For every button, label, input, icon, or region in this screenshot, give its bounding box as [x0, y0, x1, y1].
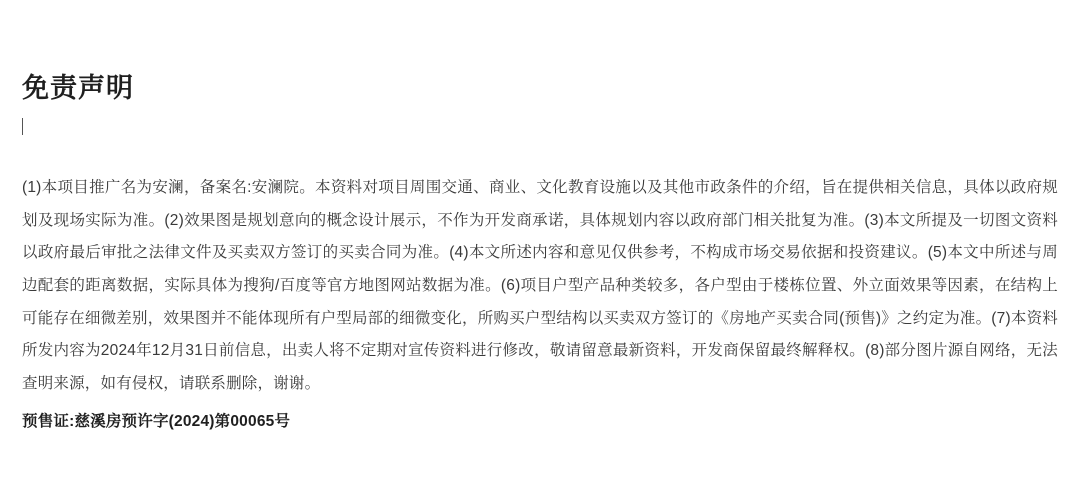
text-cursor-line — [22, 104, 1058, 140]
disclaimer-content — [22, 0, 1058, 439]
disclaimer-body-text: (1)本项目推广名为安澜，备案名:安澜院。本资料对项目周围交通、商业、文化教育设施以及其他市政条件的介绍，旨在提供相关信息，具体以政府规划及现场实际为准。(2)效果图是规划意向的概念设计展示，不作为开发商承诺，具体规划内容以政府部门相关批复为准。(3)本文所提及一切图文资料以政府最后审批之法律文件及买卖双方签订的买卖合同为准。(4)本文所述内容和意见仅供参考，不构成市场交易依据和投资建议。(5)本文中所述与周边配套的距离数据，实际具体为搜狗/百度等官方地图网站数据为准。(6)项目户型产品种类较多，各户型由于楼栋位置、外立面效果等因素，在结构上可能存在细微差别，效果图并不能体现所有户型局部的细微变化，所购买户型结构以买卖双方签订的《房地产买卖合同(预售)》之约定为准。(7)本资料所发内容为2024年12月31日前信息，出卖人将不定期对宣传资料进行修改，敬请留意最新资料，开发商保留最终解释权。(8)部分图片源自网络，无法查明来源，如有侵权，请联系删除，谢谢。 — [22, 179, 1058, 392]
page-title: 免责声明 — [22, 73, 134, 103]
text-caret — [22, 118, 23, 135]
presale-permit-label: 预售证:慈溪房预许字(2024)第00065号 — [22, 413, 291, 431]
